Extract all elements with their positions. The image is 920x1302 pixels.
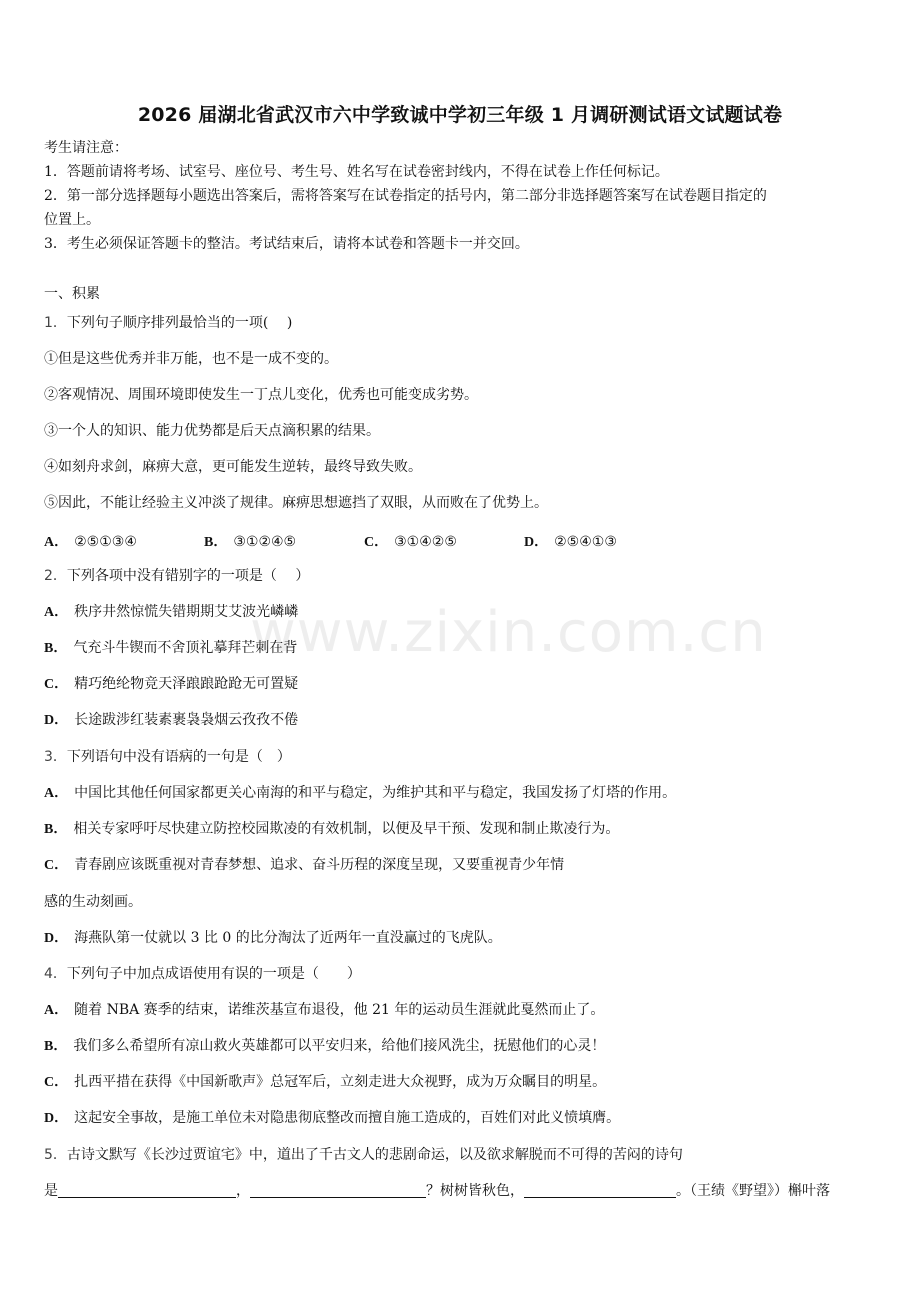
option-c[interactable]: C． 精巧绝纶物竞天泽踉踉跄跄无可置疑 xyxy=(44,676,299,692)
answer-blank-3[interactable] xyxy=(524,1183,676,1198)
question-stem: 下列句子中加点成语使用有误的一项是（ ） xyxy=(66,966,361,982)
question-stem: 下列各项中没有错别字的一项是（ ） xyxy=(66,568,310,584)
notice-item: 1．答题前请将考场、试室号、座位号、考生号、姓名写在试卷密封线内，不得在试卷上作任何标记。 xyxy=(44,164,669,180)
sentence-2: ②客观情况、周围环境即使发生一丁点儿变化，优秀也可能变成劣势。 xyxy=(44,387,478,403)
question-number: 5． xyxy=(44,1147,67,1163)
option-a[interactable]: A． 中国比其他任何国家都更关心南海的和平与稳定，为维护其和平与稳定，我国发扬了灯塔的作用。 xyxy=(44,785,677,801)
option-a[interactable]: A． 秩序井然惊慌失错期期艾艾波光嶙嶙 xyxy=(44,604,299,620)
notice-heading: 考生请注意： xyxy=(44,140,128,156)
sentence-5: ⑤因此，不能让经验主义冲淡了规律。麻痹思想遮挡了双眼，从而败在了优势上。 xyxy=(44,495,548,511)
question-stem: 下列句子顺序排列最恰当的一项( ) xyxy=(66,315,293,331)
option-d[interactable]: D． 这起安全事故，是施工单位未对隐患彻底整改而擅自施工造成的，百姓们对此义愤填膺。 xyxy=(44,1110,621,1126)
option-d[interactable]: D． 海燕队第一仗就以 3 比 0 的比分淘汰了近两年一直没赢过的飞虎队。 xyxy=(44,930,502,946)
question-number: 3． xyxy=(44,749,67,765)
notice-item: 2．第一部分选择题每小题选出答案后，需将答案写在试卷指定的括号内，第二部分非选择题答案写在试卷题目指定的 xyxy=(44,188,767,204)
notice-item: 3．考生必须保证答题卡的整洁。考试结束后，请将本试卷和答题卡一并交回。 xyxy=(44,236,529,252)
option-c-continued: 感的生动刻画。 xyxy=(44,894,142,910)
question-5-fill-line: 是 ， ？树树皆秋色， 。（王绩《野望》）槲叶落 xyxy=(44,1183,830,1199)
watermark: www.zixin.com.cn xyxy=(250,600,767,665)
option-b[interactable]: B． 相关专家呼吁尽快建立防控校园欺凌的有效机制，以便及早干预、发现和制止欺凌行为。 xyxy=(44,821,620,837)
option-c[interactable]: C． 扎西平措在获得《中国新歌声》总冠军后，立刻走进大众视野，成为万众瞩目的明星。 xyxy=(44,1074,607,1090)
option-b[interactable]: B． 我们多么希望所有凉山救火英雄都可以平安归来，给他们接风洗尘，抚慰他们的心灵！ xyxy=(44,1038,606,1054)
sentence-1: ①但是这些优秀并非万能，也不是一成不变的。 xyxy=(44,351,338,367)
page-title: 2026 届湖北省武汉市六中学致诚中学初三年级 1 月调研测试语文试题试卷 xyxy=(137,104,783,126)
option-a[interactable]: A． ②⑤①③④ xyxy=(44,534,137,550)
question-2 xyxy=(44,566,309,586)
question-number: 4． xyxy=(44,966,67,982)
option-d[interactable]: D． 长途跋涉红装素裹袅袅烟云孜孜不倦 xyxy=(44,712,299,728)
sentence-3: ③一个人的知识、能力优势都是后天点滴积累的结果。 xyxy=(44,423,380,439)
option-b[interactable]: B． 气充斗牛锲而不舍顶礼摹拜芒刺在背 xyxy=(44,640,298,656)
notice-item: 位置上。 xyxy=(44,212,100,228)
answer-blank-2[interactable] xyxy=(250,1183,426,1198)
question-4 xyxy=(44,964,361,984)
question-number: 1． xyxy=(44,315,67,331)
question-1 xyxy=(44,313,292,333)
option-c[interactable]: C． 青春剧应该既重视对青春梦想、追求、奋斗历程的深度呈现，又要重视青少年情 xyxy=(44,857,565,873)
section-heading: 一、积累 xyxy=(44,286,100,302)
option-c[interactable]: C． ③①④②⑤ xyxy=(364,534,457,550)
answer-blank-1[interactable] xyxy=(58,1183,236,1198)
option-d[interactable]: D． ②⑤④①③ xyxy=(524,534,617,550)
question-5 xyxy=(44,1145,683,1165)
option-a[interactable]: A． 随着 NBA 赛季的结束，诺维茨基宣布退役，他 21 年的运动员生涯就此戛然而止了。 xyxy=(44,1002,605,1018)
question-number: 2． xyxy=(44,568,67,584)
option-b[interactable]: B． ③①②④⑤ xyxy=(204,534,297,550)
question-1-options xyxy=(44,531,684,551)
question-stem: 下列语句中没有语病的一句是（ ） xyxy=(66,749,291,765)
question-3 xyxy=(44,747,291,767)
sentence-4: ④如刻舟求剑，麻痹大意，更可能发生逆转，最终导致失败。 xyxy=(44,459,422,475)
question-stem: 古诗文默写《长沙过贾谊宅》中，道出了千古文人的悲剧命运，以及欲求解脱而不可得的苦闷的诗句 xyxy=(66,1147,683,1163)
